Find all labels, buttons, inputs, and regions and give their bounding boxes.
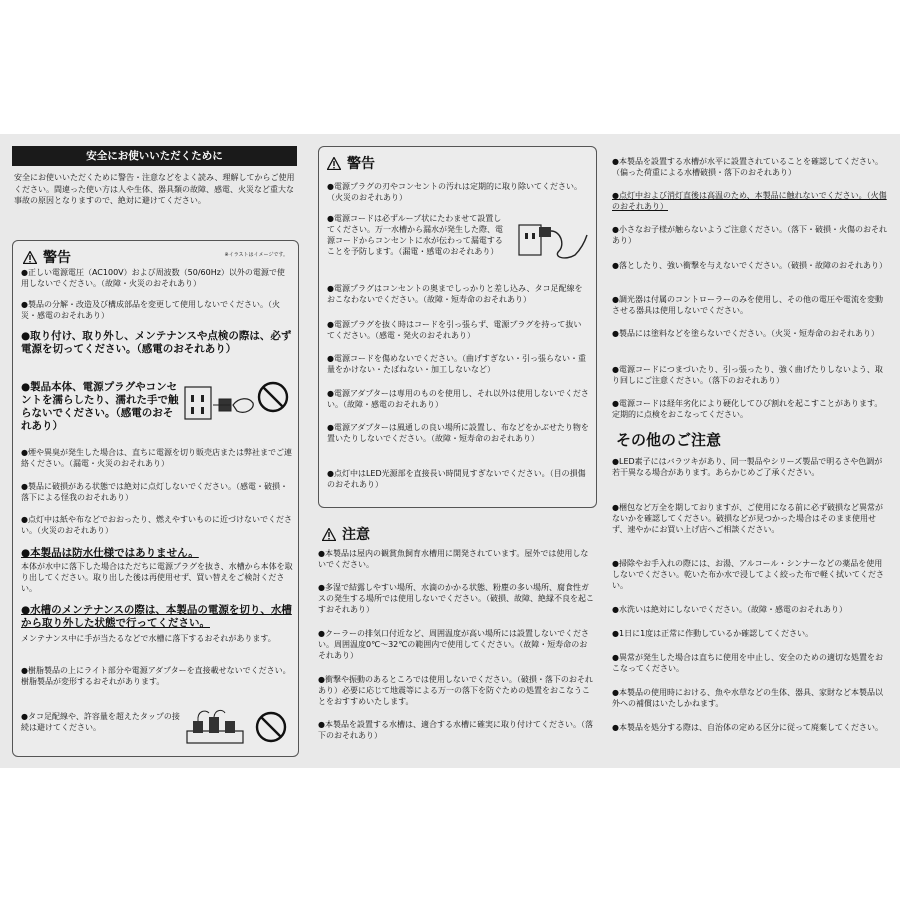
cord-loop-illustration xyxy=(515,215,589,265)
caution-item: ●落としたり、強い衝撃を与えないでください。（破損・故障のおそれあり） xyxy=(612,261,887,270)
caution-item: ●小さなお子様が触らないようご注意ください。（落下・破損・火傷のおそれあり） xyxy=(612,225,887,245)
power-strip-illustration xyxy=(179,707,291,751)
warning-header xyxy=(327,153,375,173)
wet-hands-plug-illustration xyxy=(179,377,289,427)
other-note-item: ●水洗いは絶対にしないでください。（故障・感電のおそれあり） xyxy=(612,605,847,614)
caution-item: ●衝撃や振動のあるところでは使用しないでください。（破損・落下のおそれあり）必要に応じて地震等による万一の落下を防ぐための処置をおこなうことをおすすめいたします。 xyxy=(318,675,593,706)
warning-item: ●水槽のメンテナンスの際は、本製品の電源を切り、水槽から取り外した状態で行ってください。 xyxy=(21,604,292,629)
other-notes-title: その他のご注意 xyxy=(616,431,722,449)
other-note-item: ●本製品を処分する際は、自治体の定める区分に従って廃棄してください。 xyxy=(612,723,883,732)
warning-item: ●電源アダプターは風通しの良い場所に設置し、布などをかぶせたり物を置いたりしないでください。（故障・短寿命のおそれあり） xyxy=(327,423,589,443)
warning-item: ●煙や異臭が発生した場合は、直ちに電源を切り販売店または弊社までご連絡ください。（漏電・火災のおそれあり） xyxy=(21,448,292,468)
warning-item: ●製品に破損がある状態では絶対に点灯しないでください。（感電・破損・落下による怪我のおそれあり） xyxy=(21,482,288,502)
warning-item: ●点灯中はLED光源部を直接長い時間見すぎないでください。（目の損傷のおそれあり） xyxy=(327,469,586,489)
warning-item: ●正しい電源電圧（AC100V）および周波数（50/60Hz）以外の電源で使用しないでください。（故障・火災のおそれあり） xyxy=(21,268,285,288)
other-note-item: ●梱包など万全を期しておりますが、ご使用になる前に必ず破損など異常がないかを確認してください。破損などが見つかった場合はそのまま使用せず、速やかにお買い上げ店へご相談ください。 xyxy=(612,503,883,534)
warning-item: ●電源プラグの刃やコンセントの汚れは定期的に取り除いてください。（火災のおそれあり） xyxy=(327,182,582,202)
caution-label: 注意 xyxy=(342,527,370,543)
warning-item: ●点灯中は紙や布などでおおったり、燃えやすいものに近づけないでください。（火災のおそれあり） xyxy=(21,515,292,535)
other-note-item: ●1日に1度は正常に作動しているか確認してください。 xyxy=(612,629,814,638)
other-note-item: ●掃除やお手入れの際には、お湯、アルコール・シンナーなどの薬品を使用しないでください。乾いた布か水で浸してよく絞った布で軽く拭いてください。 xyxy=(612,559,884,590)
caution-item: ●電源コードにつまづいたり、引っ張ったり、強く曲げたりしないよう、取り回しにご注意ください。（落下のおそれあり） xyxy=(612,365,883,385)
caution-item: ●製品には塗料などを塗らないでください。（火災・短寿命のおそれあり） xyxy=(612,329,879,338)
caution-item: ●多湿で結露しやすい場所、水滴のかかる状態、粉塵の多い場所、腐食性ガスの発生する場所では使用しないでください。（破損、故障、絶縁不良を起こすおそれあり） xyxy=(318,583,594,614)
warning-header xyxy=(23,247,71,267)
warning-item: ●電源アダプターは専用のものを使用し、それ以外は使用しないでください。（故障・感電のおそれあり） xyxy=(327,389,589,409)
warning-label: 警告 xyxy=(43,250,71,266)
caution-triangle-icon xyxy=(322,528,336,541)
other-note-item: ●LED素子にはバラツキがあり、同一製品やシリーズ製品で明るさや色調が若干異なる場合があります。あらかじめご了承ください。 xyxy=(612,457,883,477)
warning-item: ●電源プラグはコンセントの奥までしっかりと差し込み、タコ足配線をおこなわないでください。（故障・短寿命のおそれあり） xyxy=(327,284,583,304)
caution-item: ●クーラーの排気口付近など、周囲温度が高い場所には設置しないでください。周囲温度0℃〜32℃の範囲内で使用してください。（故障・短寿命のおそれあり） xyxy=(318,629,589,660)
other-note-item: ●本製品の使用時における、魚や水草などの生体、器具、家財など本製品以外への補償はいたしかねます。 xyxy=(612,688,883,708)
safety-title-bar: 安全にお使いいただくために xyxy=(12,146,297,166)
warning-item: ●本製品は防水仕様ではありません。 xyxy=(21,547,199,559)
caution-item: ●点灯中および消灯直後は高温のため、本製品に触れないでください。（火傷のおそれあり） xyxy=(612,191,887,211)
warning-triangle-icon xyxy=(23,251,37,264)
warning-triangle-icon xyxy=(327,157,341,170)
warning-item: ●樹脂製品の上にライト部分や電源アダプターを直接載せないでください。樹脂製品が変形するおそれがあります。 xyxy=(21,666,291,686)
warning-item: ●電源プラグを抜く時はコードを引っ張らず、電源プラグを持って抜いてください。（感電・発火のおそれあり） xyxy=(327,320,582,340)
illustration-note: ※イラストはイメージです。 xyxy=(224,252,288,258)
warning-box-2 xyxy=(318,146,597,508)
warning-label: 警告 xyxy=(347,156,375,172)
warning-item: ●電源コードは必ずループ状にたわませて設置してください。万一水槽から漏水が発生した際、電源コードからコンセントに水が伝わって漏電することを予防します。（漏電・感電のおそれあり） xyxy=(327,214,503,256)
warning-item: ●取り付け、取り外し、メンテナンスや点検の際は、必ず電源を切ってください。（感電のおそれあり） xyxy=(21,330,292,355)
warning-box-1 xyxy=(12,240,299,757)
warning-item: ●製品本体、電源プラグやコンセントを濡らしたり、濡れた手で触らないでください。（感電のおそれあり） xyxy=(21,381,179,432)
caution-item: ●電源コードは経年劣化により硬化してひび割れを起こすことがあります。定期的に点検をおこなってください。 xyxy=(612,399,883,419)
warning-item: ●製品の分解・改造及び構成部品を変更して使用しないでください。（火災・感電のおそれあり） xyxy=(21,300,280,320)
caution-header xyxy=(322,524,370,544)
warning-item: ●タコ足配線や、許容量を超えたタップの接続は避けてください。 xyxy=(21,712,180,732)
warning-item: ●電源コードを傷めないでください。（曲げすぎない・引っ張らない・重量をかけない・たばねない・加工しないなど） xyxy=(327,354,586,374)
warning-item: メンテナンス中に手が当たるなどで水槽に落下するおそれがあります。 xyxy=(21,634,276,643)
caution-item: ●調光器は付属のコントローラーのみを使用し、その他の電圧や電流を変動させる器具は使用しないでください。 xyxy=(612,295,883,315)
caution-item: ●本製品は屋内の観賞魚飼育水槽用に開発されています。屋外では使用しないでください。 xyxy=(318,549,589,569)
other-note-item: ●異常が発生した場合は直ちに使用を中止し、安全のための適切な処置をおこなってください。 xyxy=(612,653,883,673)
caution-item: ●本製品を設置する水槽は、適合する水槽に確実に取り付けてください。（落下のおそれあり） xyxy=(318,720,593,740)
warning-item: 本体が水中に落下した場合はただちに電源プラグを抜き、水槽から本体を取り出してください。取り出した後は再使用せず、買い替えをご検討ください。 xyxy=(21,562,293,593)
caution-item: ●本製品を設置する水槽が水平に設置されていることを確認してください。（偏った荷重による水槽破損・落下のおそれあり） xyxy=(612,157,883,177)
instruction-sheet xyxy=(0,134,900,768)
intro-text: 安全にお使いいただくために警告・注意などをよく読み、理解してからご使用ください。間違った使い方は人や生体、器具類の故障、感電、火災など重大な事故の原因となりますので、絶対に避けてください。 xyxy=(14,173,295,205)
